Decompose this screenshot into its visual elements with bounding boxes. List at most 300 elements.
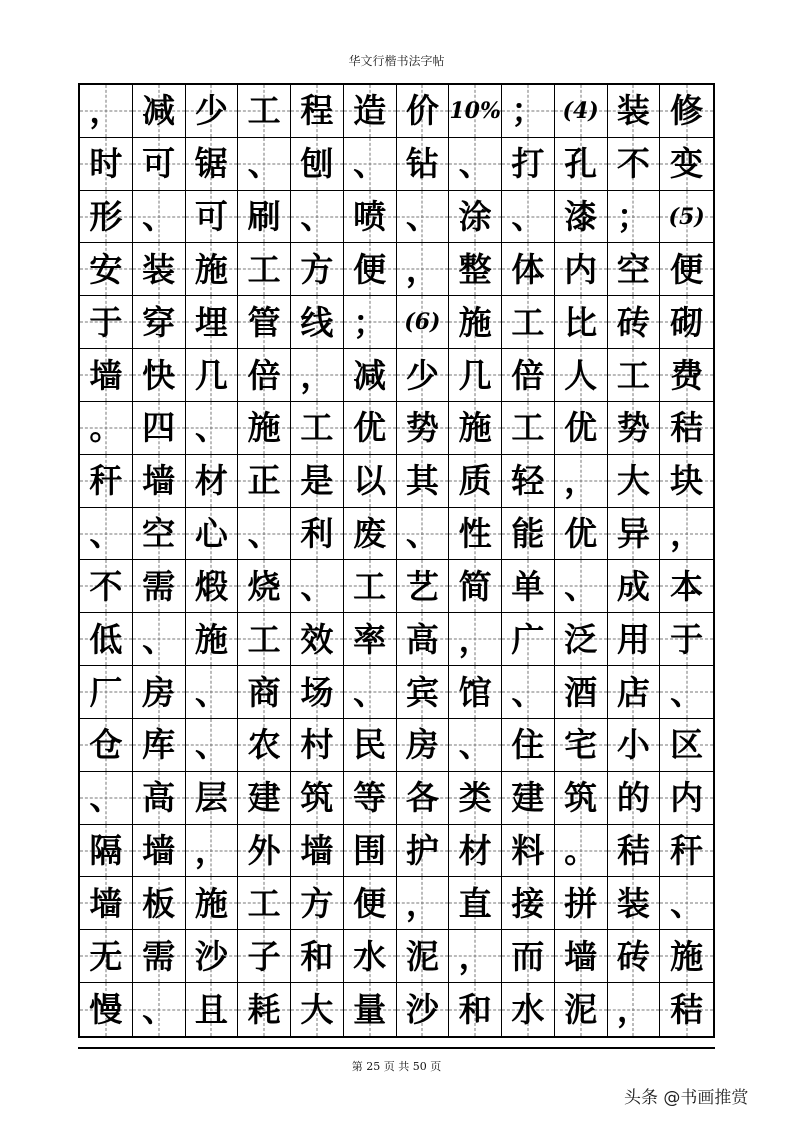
grid-cell [133, 402, 186, 455]
grid-character: 势 [616, 408, 650, 448]
grid-character: ， [616, 990, 650, 1030]
grid-cell [660, 402, 713, 455]
grid-character: 修 [670, 91, 704, 131]
grid-cell [502, 613, 555, 666]
grid-character: 线 [300, 302, 334, 342]
grid-cell [502, 138, 555, 191]
grid-cell [80, 349, 133, 402]
grid-character: 工 [300, 408, 334, 448]
grid-character: ； [616, 197, 650, 237]
grid-cell [133, 983, 186, 1036]
grid-character: 内 [670, 778, 704, 818]
grid-character: 量 [353, 990, 387, 1030]
grid-character: 高 [405, 619, 439, 659]
grid-character: 施 [194, 249, 228, 289]
grid-cell [397, 613, 450, 666]
grid-cell [238, 877, 291, 930]
grid-cell [608, 560, 661, 613]
grid-character: 优 [353, 408, 387, 448]
grid-character: 建 [247, 778, 281, 818]
grid-character: 率 [353, 619, 387, 659]
grid-cell [344, 349, 397, 402]
grid-cell [660, 666, 713, 719]
grid-character: 效 [300, 619, 334, 659]
grid-cell [449, 719, 502, 772]
grid-cell [608, 85, 661, 138]
grid-character: 、 [353, 672, 387, 712]
grid-character: 、 [142, 990, 176, 1030]
grid-cell [502, 191, 555, 244]
grid-cell [502, 455, 555, 508]
grid-cell [238, 613, 291, 666]
grid-character: 耗 [247, 990, 281, 1030]
grid-cell [660, 243, 713, 296]
grid-cell [80, 825, 133, 878]
grid-character: 等 [353, 778, 387, 818]
grid-cell [660, 560, 713, 613]
grid-cell [344, 85, 397, 138]
grid-character: 锯 [194, 144, 228, 184]
grid-character: 优 [564, 514, 598, 554]
grid-character: 正 [247, 461, 281, 501]
grid-character: 便 [353, 883, 387, 923]
grid-cell [660, 138, 713, 191]
grid-character: 简 [458, 566, 492, 606]
grid-cell [291, 877, 344, 930]
grid-cell [186, 349, 239, 402]
grid-character: 低 [89, 619, 123, 659]
grid-character: 的 [616, 778, 650, 818]
grid-cell [186, 191, 239, 244]
grid-character: 以 [353, 461, 387, 501]
grid-cell [291, 930, 344, 983]
grid-character: 工 [511, 408, 545, 448]
grid-character: 空 [616, 249, 650, 289]
grid-cell [186, 983, 239, 1036]
grid-character: 材 [458, 831, 492, 871]
grid-cell [397, 930, 450, 983]
grid-character: 大 [300, 990, 334, 1030]
grid-character: 房 [405, 725, 439, 765]
grid-cell [80, 138, 133, 191]
grid-character: 便 [353, 249, 387, 289]
grid-character: 和 [300, 936, 334, 976]
grid-cell [238, 455, 291, 508]
grid-character: 大 [616, 461, 650, 501]
grid-character: 不 [616, 144, 650, 184]
grid-character: 人 [564, 355, 598, 395]
grid-cell [397, 666, 450, 719]
grid-cell [80, 983, 133, 1036]
grid-cell [238, 983, 291, 1036]
grid-character: 仓 [89, 725, 123, 765]
grid-cell [80, 877, 133, 930]
grid-character: 泥 [405, 936, 439, 976]
grid-character: 、 [458, 144, 492, 184]
grid-cell [238, 930, 291, 983]
grid-character: 快 [142, 355, 176, 395]
grid-cell [502, 508, 555, 561]
grid-character: 泛 [564, 619, 598, 659]
grid-cell [344, 455, 397, 508]
grid-character: 场 [300, 672, 334, 712]
grid-cell [608, 296, 661, 349]
grid-cell [660, 825, 713, 878]
grid-character: 减 [353, 355, 387, 395]
grid-cell [133, 243, 186, 296]
grid-character: 于 [670, 619, 704, 659]
grid-cell [186, 508, 239, 561]
grid-cell [238, 296, 291, 349]
grid-cell [238, 666, 291, 719]
grid-character: 、 [405, 197, 439, 237]
grid-character: 艺 [405, 566, 439, 606]
grid-cell [502, 349, 555, 402]
grid-character: 店 [616, 672, 650, 712]
grid-character: 、 [194, 725, 228, 765]
grid-character: 、 [300, 197, 334, 237]
grid-character: 减 [142, 91, 176, 131]
grid-character: 造 [353, 91, 387, 131]
grid-cell [502, 825, 555, 878]
grid-cell [238, 138, 291, 191]
grid-cell [238, 243, 291, 296]
grid-character: 秸 [616, 831, 650, 871]
grid-character: 钻 [405, 144, 439, 184]
grid-character: 秆 [670, 831, 704, 871]
page-number: 第 25 页 共 50 页 [351, 1060, 442, 1073]
grid-cell [291, 243, 344, 296]
grid-character: 用 [616, 619, 650, 659]
grid-cell [608, 983, 661, 1036]
grid-character: (5) [668, 203, 705, 230]
grid-character: 筑 [564, 778, 598, 818]
grid-cell [291, 508, 344, 561]
grid-character: 废 [353, 514, 387, 554]
grid-character: 工 [247, 619, 281, 659]
grid-cell [133, 930, 186, 983]
grid-character: 和 [458, 990, 492, 1030]
grid-character: 、 [89, 514, 123, 554]
grid-character: 类 [458, 778, 492, 818]
grid-cell [660, 455, 713, 508]
grid-cell [397, 719, 450, 772]
grid-cell [133, 613, 186, 666]
grid-character: 施 [194, 883, 228, 923]
grid-cell [449, 825, 502, 878]
grid-cell [133, 666, 186, 719]
grid-character: 埋 [194, 302, 228, 342]
grid-cell [133, 191, 186, 244]
grid-character: 利 [300, 514, 334, 554]
grid-cell [344, 296, 397, 349]
grid-cell [397, 455, 450, 508]
grid-cell [80, 613, 133, 666]
grid-cell [80, 402, 133, 455]
grid-cell [186, 138, 239, 191]
grid-cell [449, 243, 502, 296]
grid-cell [238, 719, 291, 772]
grid-cell [186, 455, 239, 508]
grid-character: 价 [405, 91, 439, 131]
grid-character: ， [458, 619, 492, 659]
grid-cell [80, 666, 133, 719]
grid-character: 墙 [142, 461, 176, 501]
grid-cell [397, 508, 450, 561]
grid-cell [449, 877, 502, 930]
grid-character: ， [194, 831, 228, 871]
grid-character: 护 [405, 831, 439, 871]
page-title: 华文行楷书法字帖 [348, 54, 445, 68]
grid-character: 费 [670, 355, 704, 395]
grid-character: 层 [194, 778, 228, 818]
grid-cell [449, 138, 502, 191]
grid-character: ， [458, 936, 492, 976]
grid-cell [660, 85, 713, 138]
grid-cell [238, 825, 291, 878]
grid-character: 优 [564, 408, 598, 448]
grid-cell [608, 508, 661, 561]
grid-cell [555, 613, 608, 666]
grid-cell [555, 666, 608, 719]
grid-character: 、 [458, 725, 492, 765]
grid-character: 墙 [300, 831, 334, 871]
grid-cell [555, 560, 608, 613]
grid-cell [186, 825, 239, 878]
grid-cell [449, 772, 502, 825]
grid-cell [133, 560, 186, 613]
grid-cell [555, 719, 608, 772]
grid-cell [449, 349, 502, 402]
grid-character: 广 [511, 619, 545, 659]
grid-character: 、 [405, 514, 439, 554]
grid-character: 轻 [511, 461, 545, 501]
grid-character: 刷 [247, 197, 281, 237]
grid-character: 无 [89, 936, 123, 976]
grid-character: 涂 [458, 197, 492, 237]
grid-cell [449, 613, 502, 666]
grid-character: 外 [247, 831, 281, 871]
grid-cell [449, 85, 502, 138]
grid-cell [502, 560, 555, 613]
grid-character: 、 [670, 672, 704, 712]
grid-character: 水 [511, 990, 545, 1030]
grid-character: 秸 [670, 408, 704, 448]
grid-cell [80, 85, 133, 138]
grid-character: 小 [616, 725, 650, 765]
grid-character: 质 [458, 461, 492, 501]
grid-cell [186, 719, 239, 772]
grid-character: 单 [511, 566, 545, 606]
grid-cell [502, 930, 555, 983]
grid-cell [186, 930, 239, 983]
grid-character: 、 [247, 144, 281, 184]
grid-character: 酒 [564, 672, 598, 712]
grid-cell [449, 666, 502, 719]
grid-character: 孔 [564, 144, 598, 184]
grid-cell [344, 560, 397, 613]
grid-cell [660, 719, 713, 772]
grid-cell [502, 666, 555, 719]
grid-character: 装 [616, 91, 650, 131]
grid-character: 块 [670, 461, 704, 501]
grid-cell [397, 349, 450, 402]
grid-character: 施 [670, 936, 704, 976]
grid-character: 方 [300, 249, 334, 289]
grid-character: 子 [247, 936, 281, 976]
grid-cell [502, 719, 555, 772]
grid-character: 、 [511, 197, 545, 237]
grid-cell [555, 349, 608, 402]
grid-cell [608, 930, 661, 983]
grid-character: 各 [405, 778, 439, 818]
grid-cell [186, 666, 239, 719]
grid-cell [449, 402, 502, 455]
grid-cell [80, 560, 133, 613]
grid-cell [608, 349, 661, 402]
grid-cell [608, 719, 661, 772]
grid-cell [555, 772, 608, 825]
grid-character: (4) [562, 97, 599, 124]
grid-character: 倍 [511, 355, 545, 395]
grid-cell [397, 772, 450, 825]
grid-cell [186, 296, 239, 349]
grid-character: 接 [511, 883, 545, 923]
grid-character: 、 [670, 883, 704, 923]
grid-cell [80, 191, 133, 244]
grid-cell [133, 508, 186, 561]
grid-character: 少 [405, 355, 439, 395]
grid-cell [555, 930, 608, 983]
calligraphy-grid [78, 83, 715, 1038]
grid-cell [344, 666, 397, 719]
grid-character: 装 [142, 249, 176, 289]
grid-cell [660, 191, 713, 244]
grid-cell [80, 243, 133, 296]
grid-character: 打 [511, 144, 545, 184]
grid-character: 库 [142, 725, 176, 765]
grid-character: 工 [616, 355, 650, 395]
grid-cell [660, 296, 713, 349]
grid-cell [397, 402, 450, 455]
grid-cell [238, 560, 291, 613]
grid-cell [291, 772, 344, 825]
grid-character: 空 [142, 514, 176, 554]
grid-cell [397, 85, 450, 138]
grid-cell [608, 877, 661, 930]
grid-character: 时 [89, 144, 123, 184]
grid-cell [449, 560, 502, 613]
grid-cell [555, 138, 608, 191]
grid-cell [238, 402, 291, 455]
grid-cell [80, 719, 133, 772]
grid-cell [397, 877, 450, 930]
grid-cell [133, 138, 186, 191]
watermark-text: 头条 @书画推赏 [624, 1088, 749, 1108]
grid-character: ， [405, 249, 439, 289]
grid-cell [397, 296, 450, 349]
grid-character: 住 [511, 725, 545, 765]
grid-cell [344, 402, 397, 455]
grid-character: 方 [300, 883, 334, 923]
grid-cell [555, 191, 608, 244]
grid-character: 能 [511, 514, 545, 554]
grid-character: 区 [670, 725, 704, 765]
grid-character: 比 [564, 302, 598, 342]
grid-character: 直 [458, 883, 492, 923]
grid-character: 工 [247, 883, 281, 923]
grid-cell [608, 402, 661, 455]
grid-cell [660, 613, 713, 666]
grid-character: 砖 [616, 302, 650, 342]
grid-cell [608, 772, 661, 825]
grid-character: 、 [142, 197, 176, 237]
grid-cell [449, 983, 502, 1036]
grid-cell [133, 772, 186, 825]
grid-character: 村 [300, 725, 334, 765]
grid-character: 施 [458, 408, 492, 448]
grid-character: 体 [511, 249, 545, 289]
grid-character: 内 [564, 249, 598, 289]
grid-character: 。 [89, 408, 123, 448]
grid-cell [238, 85, 291, 138]
grid-character: (6) [404, 309, 441, 336]
grid-cell [133, 296, 186, 349]
grid-character: 隔 [89, 831, 123, 871]
grid-character: 心 [194, 514, 228, 554]
grid-character: 、 [353, 144, 387, 184]
grid-cell [397, 825, 450, 878]
grid-character: 围 [353, 831, 387, 871]
grid-character: 需 [142, 936, 176, 976]
grid-character: 墙 [142, 831, 176, 871]
grid-cell [608, 613, 661, 666]
grid-character: 几 [458, 355, 492, 395]
grid-character: 商 [247, 672, 281, 712]
grid-character: 10% [449, 97, 501, 124]
grid-cell [344, 825, 397, 878]
grid-cell [449, 930, 502, 983]
grid-character: 民 [353, 725, 387, 765]
grid-cell [555, 983, 608, 1036]
grid-character: 。 [564, 831, 598, 871]
grid-character: 秆 [89, 461, 123, 501]
grid-character: 墙 [89, 883, 123, 923]
grid-character: 厂 [89, 672, 123, 712]
grid-cell [449, 191, 502, 244]
grid-character: 穿 [142, 302, 176, 342]
grid-cell [186, 877, 239, 930]
grid-cell [555, 455, 608, 508]
grid-cell [555, 402, 608, 455]
grid-cell [291, 191, 344, 244]
grid-character: 、 [194, 408, 228, 448]
grid-character: ， [89, 91, 123, 131]
grid-character: 、 [564, 566, 598, 606]
grid-cell [502, 877, 555, 930]
grid-cell [291, 666, 344, 719]
grid-cell [344, 613, 397, 666]
grid-cell [80, 772, 133, 825]
grid-cell [291, 983, 344, 1036]
grid-cell [344, 243, 397, 296]
grid-character: 是 [300, 461, 334, 501]
grid-character: 势 [405, 408, 439, 448]
grid-cell [344, 508, 397, 561]
grid-character: 便 [670, 249, 704, 289]
grid-cell [397, 983, 450, 1036]
grid-cell [291, 613, 344, 666]
